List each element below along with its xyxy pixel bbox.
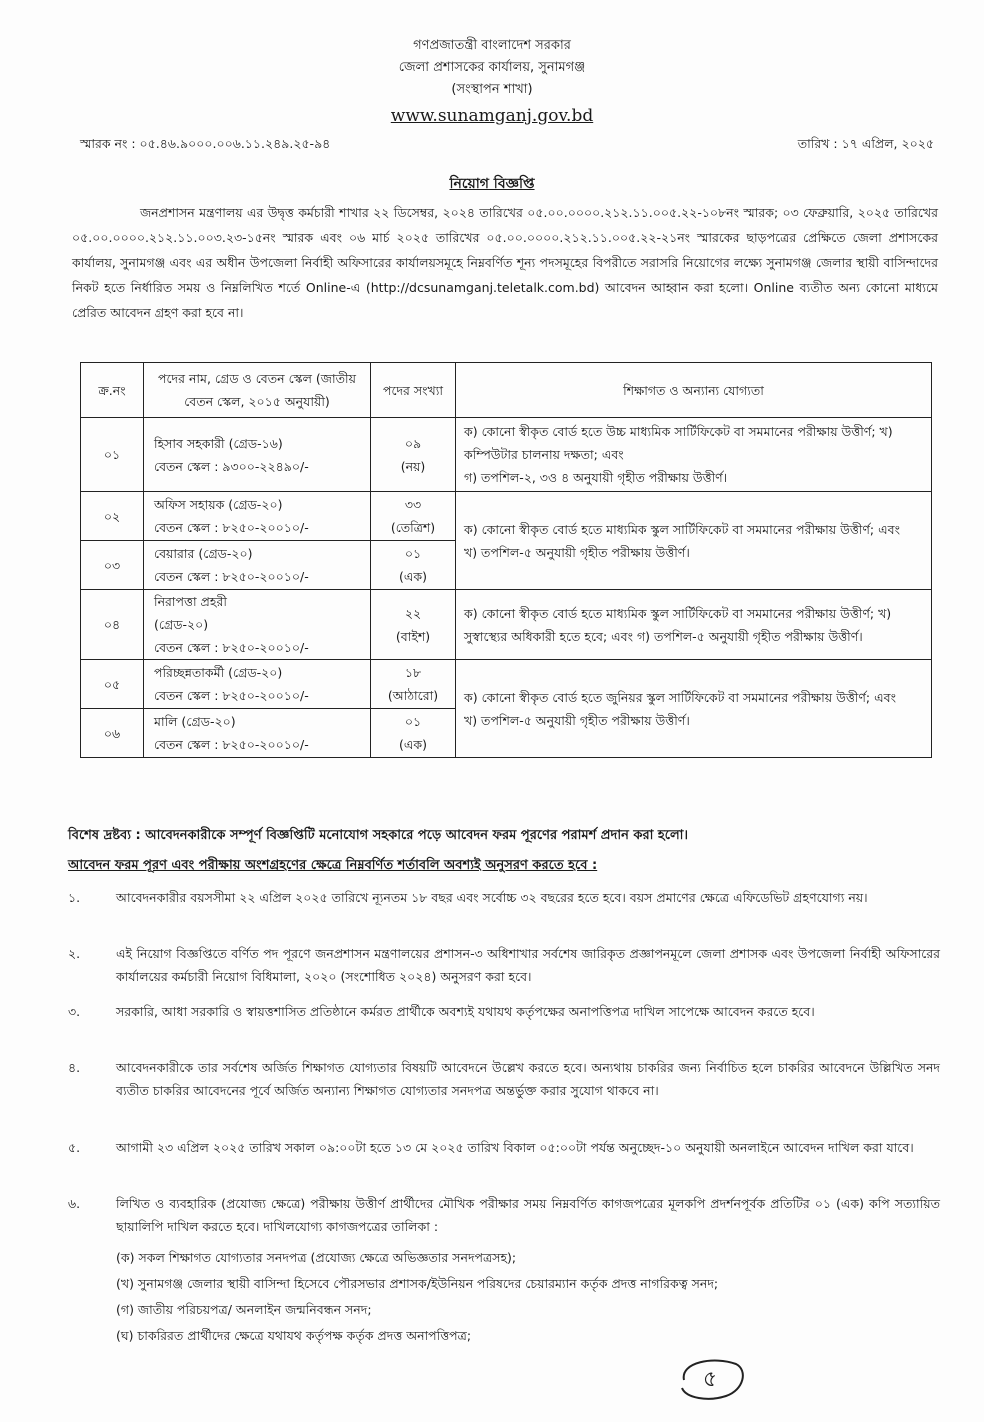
row-count — [371, 492, 456, 541]
qualification-text-2: খ) তপশিল-৫ অনুযায়ী গৃহীত পরীক্ষায় উত্তীর্ণ। — [464, 544, 690, 560]
table-row — [81, 418, 932, 492]
qualification-text: ক) কোনো স্বীকৃত বোর্ড হতে মাধ্যমিক স্কুল সার্টিফিকেট বা সমমানের পরীক্ষায় উত্তীর্ণ; এবং — [464, 521, 900, 537]
condition-text: আবেদনকারীকে তার সর্বশেষ অর্জিত শিক্ষাগত যোগ্যতার বিষয়টি আবেদনে উল্লেখ করতে হবে। অন্যথায় চাকরির জন্য নির্বাচিত হলে চাকরির আবেদনে উল্লিখিত সনদ ব্যতীত চাকরির আবেদনের পূর্বে অর্জিত অন্যান্য শিক্ষাগত যোগ্যতার সনদপত্র অন্তর্ভুক্ত করার সুযোগ থাকবে না। — [116, 1060, 940, 1098]
post-count: ০১ — [404, 546, 422, 561]
col-header-sl: ক্র.নং — [81, 363, 144, 418]
office-name: জেলা প্রশাসকের কার্যালয়, সুনামগঞ্জ — [398, 60, 586, 75]
post-count: ২২ — [404, 605, 422, 621]
condition-number: ২. — [68, 946, 81, 961]
row-sl: ০৫ — [81, 660, 144, 709]
row-sl: ০১ — [81, 418, 144, 492]
post-count-words: (তেত্রিশ) — [390, 520, 436, 535]
pay-scale: বেতন স্কেল : ৮২৫০-২০০১০/- — [154, 688, 309, 703]
row-count — [371, 590, 456, 660]
qualification-text: ক) কোনো স্বীকৃত বোর্ড হতে মাধ্যমিক স্কুল সার্টিফিকেট বা সমমানের পরীক্ষায় উত্তীর্ণ; খ) সুস্বাস্থ্যের অধিকারী হতে হবে; এবং গ) তপশিল-৫ অনুযায়ী গৃহীত পরীক্ষায় উত্তীর্ণ। — [464, 605, 892, 644]
row-sl: ০২ — [81, 492, 144, 541]
row-qualification — [456, 590, 932, 660]
post-count-words: (এক) — [398, 737, 427, 752]
website-link[interactable]: www.sunamganj.gov.bd — [390, 106, 594, 126]
pay-scale: বেতন স্কেল : ৮২৫০-২০০১০/- — [154, 640, 309, 655]
col-header-count: পদের সংখ্যা — [371, 363, 456, 418]
row-count — [371, 660, 456, 709]
condition-text: আগামী ২৩ এপ্রিল ২০২৫ তারিখ সকাল ০৯:০০টা হতে ১৩ মে ২০২৫ তারিখ বিকাল ০৫:০০টা পর্যন্ত অনুচ্ছেদ-১০ অনুযায়ী অনলাইনে আবেদন দাখিল করা যাবে। — [116, 1140, 914, 1155]
pay-scale: বেতন স্কেল : ৮২৫০-২০০১০/- — [154, 520, 309, 535]
post-count: ১৮ — [404, 665, 422, 680]
condition-number: ১. — [68, 890, 81, 905]
post-count-words: (আঠারো) — [387, 688, 439, 703]
notice-title: নিয়োগ বিজ্ঞপ্তি — [449, 176, 535, 192]
row-post — [144, 418, 371, 492]
post-name: অফিস সহায়ক (গ্রেড-২০) — [154, 497, 283, 512]
row-qualification — [456, 418, 932, 492]
row-count — [371, 418, 456, 492]
condition-number: ৬. — [68, 1196, 81, 1211]
post-name: হিসাব সহকারী (গ্রেড-১৬) — [154, 435, 283, 451]
row-post — [144, 660, 371, 709]
page-number: ৫ — [702, 1367, 718, 1392]
qualification-text: ক) কোনো স্বীকৃত বোর্ড হতে উচ্চ মাধ্যমিক সার্টিফিকেট বা সমমানের পরীক্ষায় উত্তীর্ণ; খ) কম্পিউটার চালনায় দক্ষতা; এবং — [464, 424, 893, 462]
intro-paragraph: জনপ্রশাসন মন্ত্রণালয় এর উদ্বৃত্ত কর্মচারী শাখার ২২ ডিসেম্বর, ২০২৪ তারিখের ০৫.০০.০০০০.২১২.১১.০০৫.২২-১০৮নং স্মারক; ০৩ ফেব্রুয়ারি, ২০২৫ তারিখের ০৫.০০.০০০০.২১২.১১.০০৩.২৩-১৫নং স্মারক এবং ০৬ মার্চ ২০২৫ তারিখের ০৫.০০.০০০০.২১২.১১.০০৫.২২-২১নং স্মারকের ছাড়পত্রের প্রেক্ষিতে জেলা প্রশাসকের কার্যালয়, সুনামগঞ্জ এবং এর অধীন উপজেলা নির্বাহী অফিসারের কার্যালয়সমূহে নিম্নবর্ণিত শূন্য পদসমূহের বিপরীতে সরাসরি নিয়োগের লক্ষ্যে সুনামগঞ্জ জেলার স্থায়ী বাসিন্দাদের নিকট হতে নির্ধারিত সময় ও নিম্নলিখিত শর্তে Online-এ (http://dcsunamganj.teletalk.com.bd) আবেদন আহ্বান করা হলো। Online ব্যতীত অন্য কোনো মাধ্যমে প্রেরিত আবেদন গ্রহণ করা হবে না। — [72, 205, 938, 320]
post-count-words: (এক) — [398, 569, 427, 584]
condition-item — [68, 886, 940, 909]
condition-item — [68, 1000, 940, 1023]
post-count-words: (নয়) — [400, 458, 426, 474]
qualification-text-2: গ) তপশিল-২, ৩ও ৪ অনুযায়ী গৃহীত পরীক্ষায় উত্তীর্ণ। — [464, 470, 728, 485]
row-sl: ০৬ — [81, 709, 144, 758]
post-grade: (গ্রেড-২০) — [154, 617, 209, 632]
post-count: ০১ — [404, 714, 422, 729]
condition-text: সরকারি, আধা সরকারি ও স্বায়ত্তশাসিত প্রতিষ্ঠানে কর্মরত প্রার্থীকে অবশ্যই যথাযথ কর্তৃপক্ষের অনাপত্তিপত্র দাখিল সাপেক্ষে আবেদন করতে হবে। — [116, 1004, 815, 1019]
row-sl: ০৩ — [81, 541, 144, 590]
pay-scale: বেতন স্কেল : ৮২৫০-২০০১০/- — [154, 569, 309, 584]
row-post — [144, 590, 371, 660]
condition-text: এই নিয়োগ বিজ্ঞপ্তিতে বর্ণিত পদ পূরণে জনপ্রশাসন মন্ত্রণালয়ের প্রশাসন-৩ অধিশাখার সর্বশেষ জারিকৃত প্রজ্ঞাপনমূলে জেলা প্রশাসক এবং উপজেলা নির্বাহী অফিসারের কার্যালয়ের কর্মচারী নিয়োগ বিধিমালা, ২০২০ (সংশোধিত ২০২৪) অনুসরণ করা হবে। — [116, 946, 940, 984]
table-row — [81, 492, 932, 541]
document-list-item: (ক) সকল শিক্ষাগত যোগ্যতার সনদপত্র (প্রযোজ্য ক্ষেত্রে অভিজ্ঞতার সনদপত্রসহ); — [116, 1250, 517, 1265]
condition-item — [68, 942, 940, 988]
table-row — [81, 660, 932, 709]
post-count-words: (বাইশ) — [395, 628, 431, 644]
row-post — [144, 709, 371, 758]
row-count — [371, 709, 456, 758]
row-qualification — [456, 660, 932, 758]
memo-number: স্মারক নং : ০৫.৪৬.৯০০০.০০৬.১১.২৪৯.২৫-৯৪ — [80, 136, 331, 151]
condition-text: লিখিত ও ব্যবহারিক (প্রযোজ্য ক্ষেত্রে) পরীক্ষায় উত্তীর্ণ প্রার্থীদের মৌখিক পরীক্ষার সময় নিম্নবর্ণিত কাগজপত্রের মূলকপি প্রদর্শনপূর্বক প্রতিটির ০১ (এক) কপি সত্যায়িত ছায়ালিপি দাখিল করতে হবে। দাখিলযোগ্য কাগজপত্রের তালিকা : — [116, 1196, 940, 1234]
condition-item — [68, 1192, 940, 1238]
document-list-item: (খ) সুনামগঞ্জ জেলার স্থায়ী বাসিন্দা হিসেবে পৌরসভার প্রশাসক/ইউনিয়ন পরিষদের চেয়ারম্যান কর্তৃক প্রদত্ত নাগরিকত্ব সনদ; — [116, 1276, 719, 1291]
page-number-mark — [674, 1352, 748, 1402]
condition-item — [68, 1056, 940, 1102]
document-list-item: (গ) জাতীয় পরিচয়পত্র/ অনলাইন জন্মনিবন্ধন সনদ; — [116, 1302, 372, 1317]
col-header-name: পদের নাম, গ্রেড ও বেতন স্কেল (জাতীয় বেতন স্কেল, ২০১৫ অনুযায়ী) — [144, 363, 371, 418]
issue-date: তারিখ : ১৭ এপ্রিল, ২০২৫ — [797, 136, 934, 151]
post-count: ০৯ — [404, 435, 422, 451]
condition-item — [68, 1136, 940, 1159]
document-list-item: (ঘ) চাকরিরত প্রার্থীদের ক্ষেত্রে যথাযথ কর্তৃপক্ষ কর্তৃক প্রদত্ত অনাপত্তিপত্র; — [116, 1328, 472, 1343]
condition-number: ৫. — [68, 1140, 81, 1155]
qualification-text-2: খ) তপশিল-৫ অনুযায়ী গৃহীত পরীক্ষায় উত্তীর্ণ। — [464, 712, 690, 728]
row-qualification — [456, 492, 932, 590]
col-header-qual: শিক্ষাগত ও অন্যান্য যোগ্যতা — [456, 363, 932, 418]
row-post — [144, 492, 371, 541]
post-name: বেয়ারার (গ্রেড-২০) — [154, 546, 253, 561]
post-name: নিরাপত্তা প্রহরী — [154, 594, 227, 609]
qualification-text: ক) কোনো স্বীকৃত বোর্ড হতে জুনিয়র স্কুল সার্টিফিকেট বা সমমানের পরীক্ষায় উত্তীর্ণ; এবং — [464, 689, 896, 705]
table-row — [81, 590, 932, 660]
row-count — [371, 541, 456, 590]
post-name: পরিচ্ছন্নতাকর্মী (গ্রেড-২০) — [154, 665, 283, 680]
condition-number: ৩. — [68, 1004, 81, 1019]
pay-scale: বেতন স্কেল : ৮২৫০-২০০১০/- — [154, 737, 309, 752]
conditions-heading: আবেদন ফরম পূরণ এবং পরীক্ষায় অংশগ্রহণের ক্ষেত্রে নিম্নবর্ণিত শর্তাবলি অবশ্যই অনুসরণ করতে হবে : — [68, 858, 598, 873]
row-sl: ০৪ — [81, 590, 144, 660]
pay-scale: বেতন স্কেল : ৯৩০০-২২৪৯০/- — [154, 458, 309, 474]
row-post — [144, 541, 371, 590]
condition-text: আবেদনকারীর বয়সসীমা ২২ এপ্রিল ২০২৫ তারিখে ন্যূনতম ১৮ বছর এবং সর্বোচ্চ ৩২ বছরের হতে হবে। বয়স প্রমাণের ক্ষেত্রে এফিডেভিট গ্রহণযোগ্য নয়। — [116, 890, 868, 905]
post-name: মালি (গ্রেড-২০) — [154, 714, 236, 729]
posts-table — [80, 362, 932, 758]
govt-name: গণপ্রজাতন্ত্রী বাংলাদেশ সরকার — [413, 38, 571, 53]
table-header-row — [81, 363, 932, 418]
section-name: (সংস্থাপন শাখা) — [451, 82, 533, 97]
post-count: ৩৩ — [404, 497, 422, 512]
special-note: বিশেষ দ্রষ্টব্য : আবেদনকারীকে সম্পূর্ণ বিজ্ঞপ্তিটি মনোযোগ সহকারে পড়ে আবেদন ফরম পূরণের পরামর্শ প্রদান করা হলো। — [68, 828, 689, 843]
condition-number: ৪. — [68, 1060, 81, 1075]
